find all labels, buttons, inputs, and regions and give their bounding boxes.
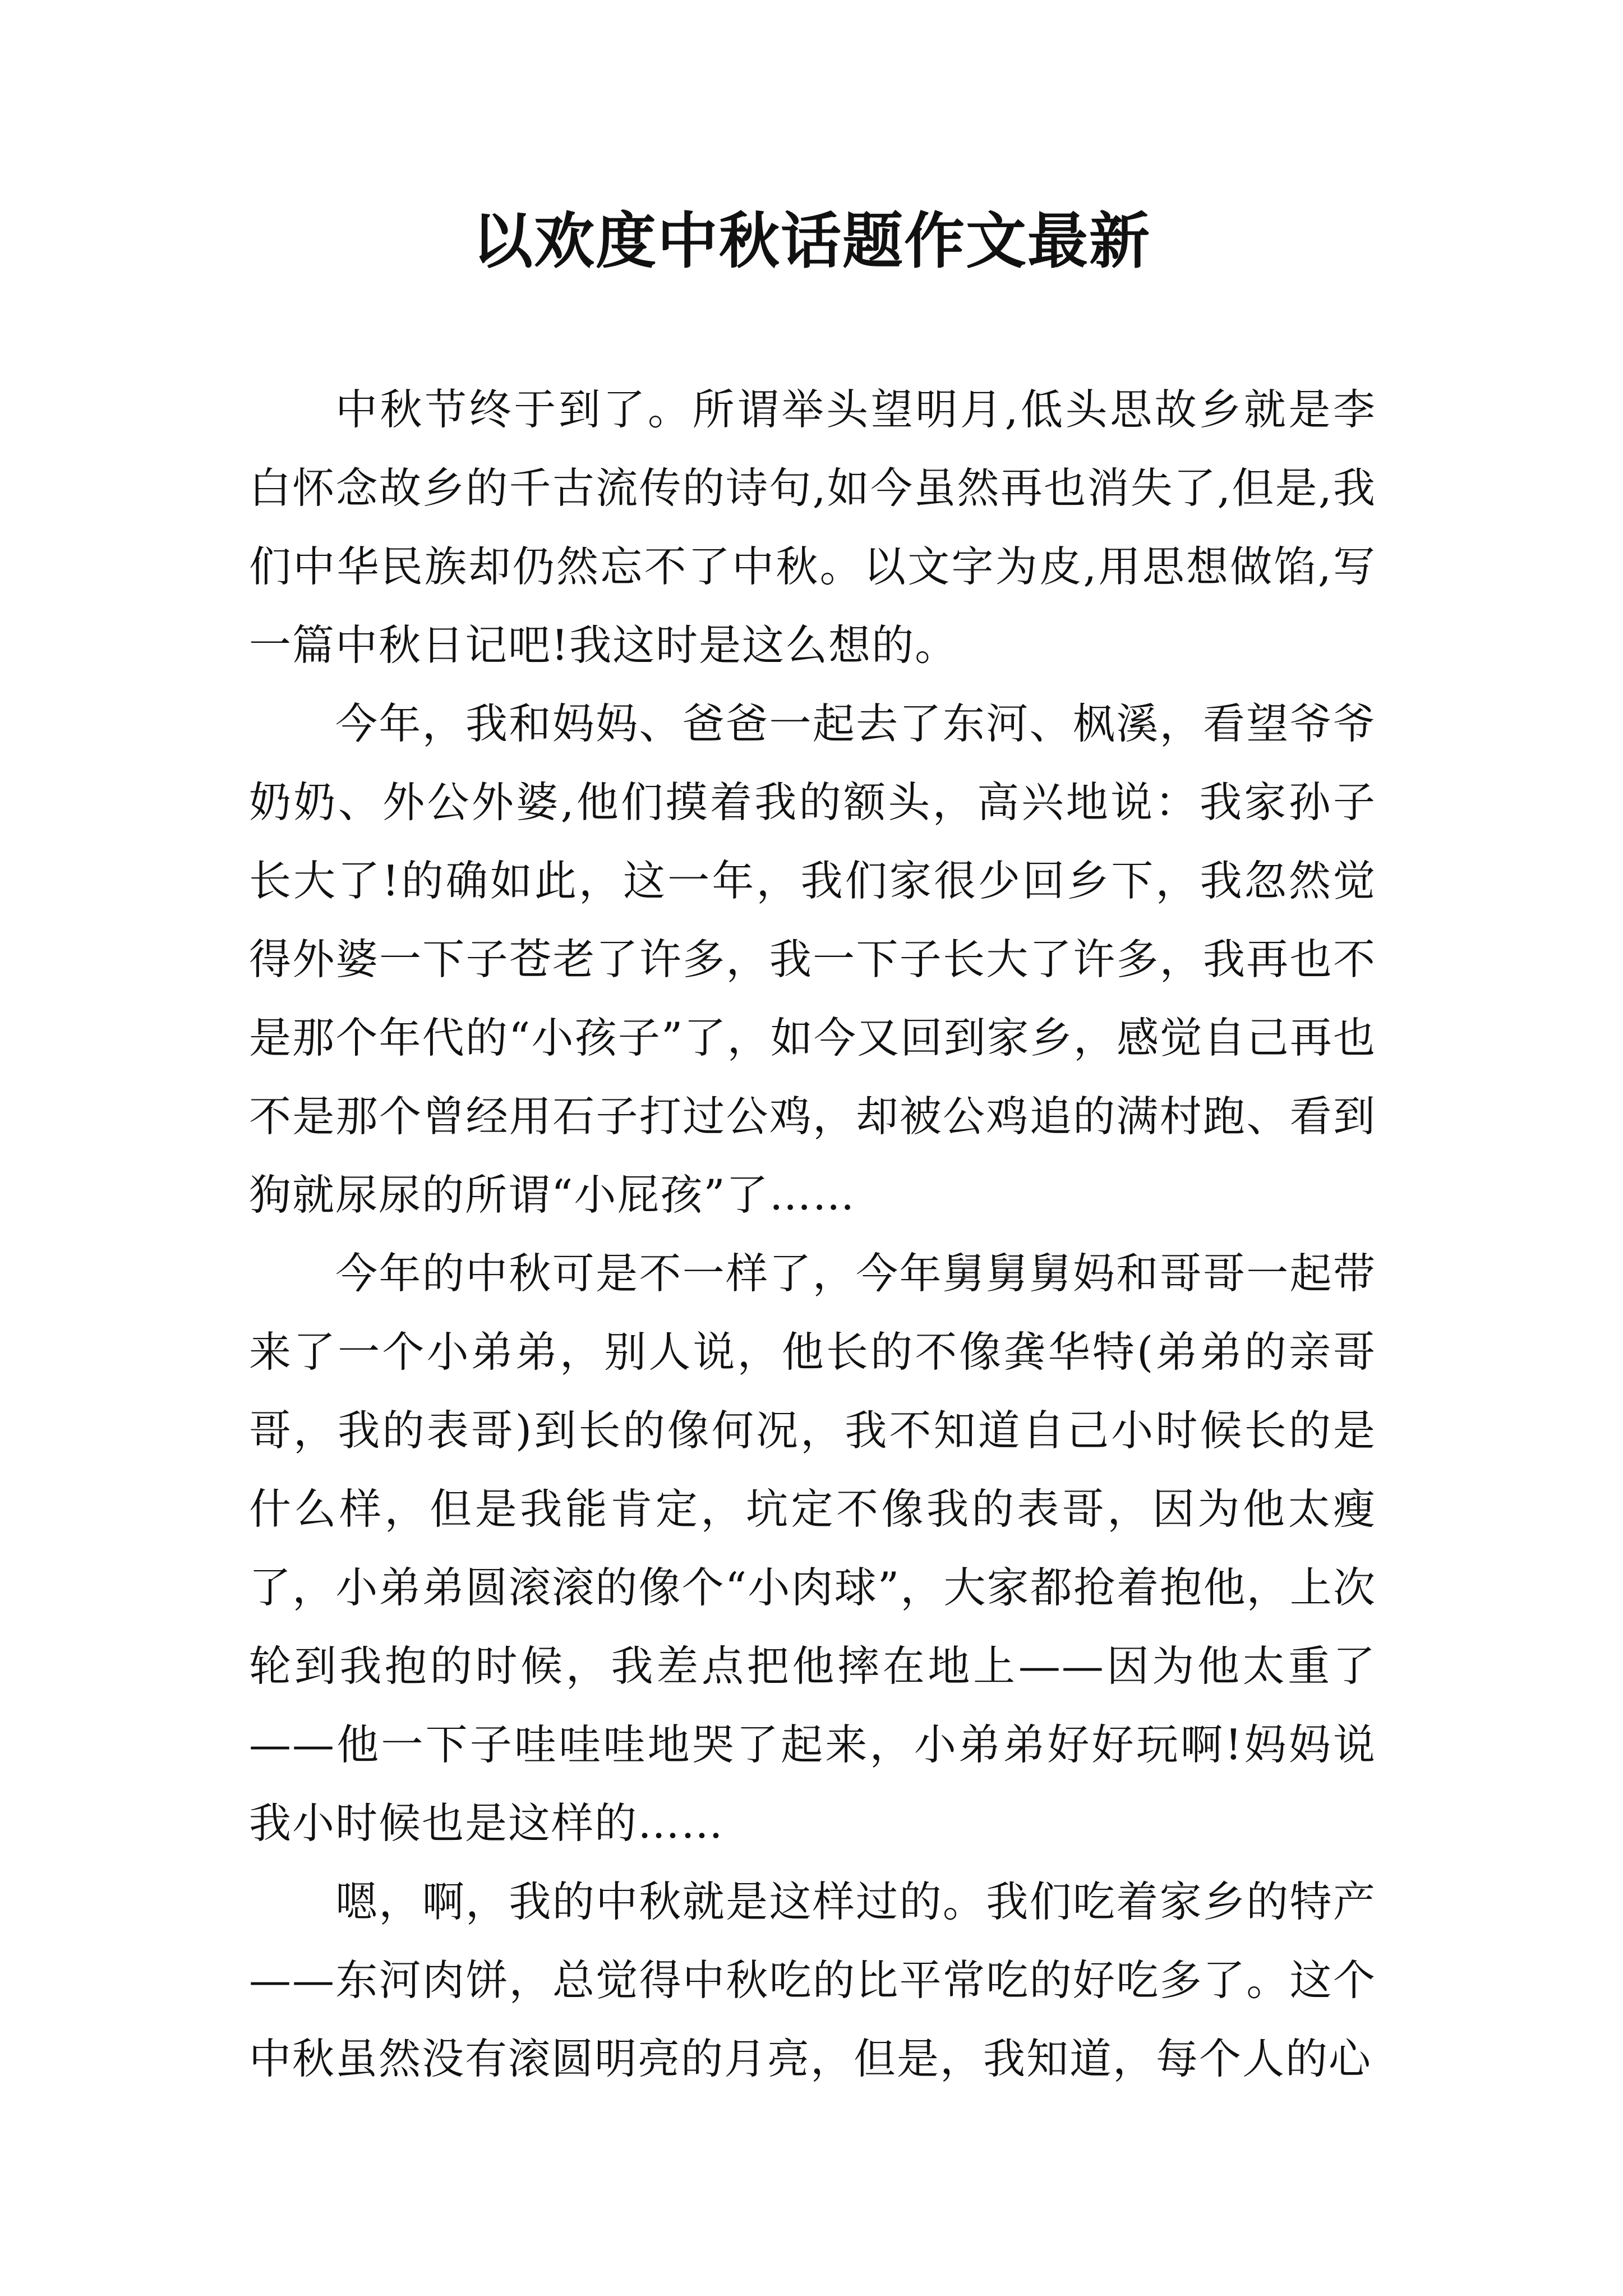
document-body (249, 370, 1376, 2098)
paragraph-3: 今年的中秋可是不一样了，今年舅舅舅妈和哥哥一起带来了一个小弟弟，别人说，他长的不像龚华特(弟弟的亲哥哥，我的表哥)到长的像何况，我不知道自己小时候长的是什么样，但是我能肯定，坑定不像我的表哥，因为他太瘦了，小弟弟圆滚滚的像个“小肉球”，大家都抢着抱他，上次轮到我抱的时候，我差点把他摔在地上——因为他太重了——他一下子哇哇哇地哭了起来，小弟弟好好玩啊!妈妈说我小时候也是这样的…… (249, 1249, 1376, 1848)
paragraph-2: 今年，我和妈妈、爸爸一起去了东河、枫溪，看望爷爷奶奶、外公外婆,他们摸着我的额头，高兴地说：我家孙子长大了!的确如此，这一年，我们家很少回乡下，我忽然觉得外婆一下子苍老了许多，我一下子长大了许多，我再也不是那个年代的“小孩子”了，如今又回到家乡，感觉自己再也不是那个曾经用石子打过公鸡，却被公鸡追的满村跑、看到狗就尿尿的所谓“小屁孩”了…… (249, 699, 1376, 1220)
paragraph-1: 中秋节终于到了。所谓举头望明月,低头思故乡就是李白怀念故乡的千古流传的诗句,如今虽然再也消失了,但是,我们中华民族却仍然忘不了中秋。以文字为皮,用思想做馅,写一篇中秋日记吧!我这时是这么想的。 (249, 385, 1376, 670)
document-title: 以欢度中秋话题作文最新 (472, 206, 1151, 277)
paragraph-4: 嗯，啊，我的中秋就是这样过的。我们吃着家乡的特产——东河肉饼，总觉得中秋吃的比平常吃的好吃多了。这个中秋虽然没有滚圆明亮的月亮，但是，我知道，每个人的心 (249, 1877, 1376, 2083)
